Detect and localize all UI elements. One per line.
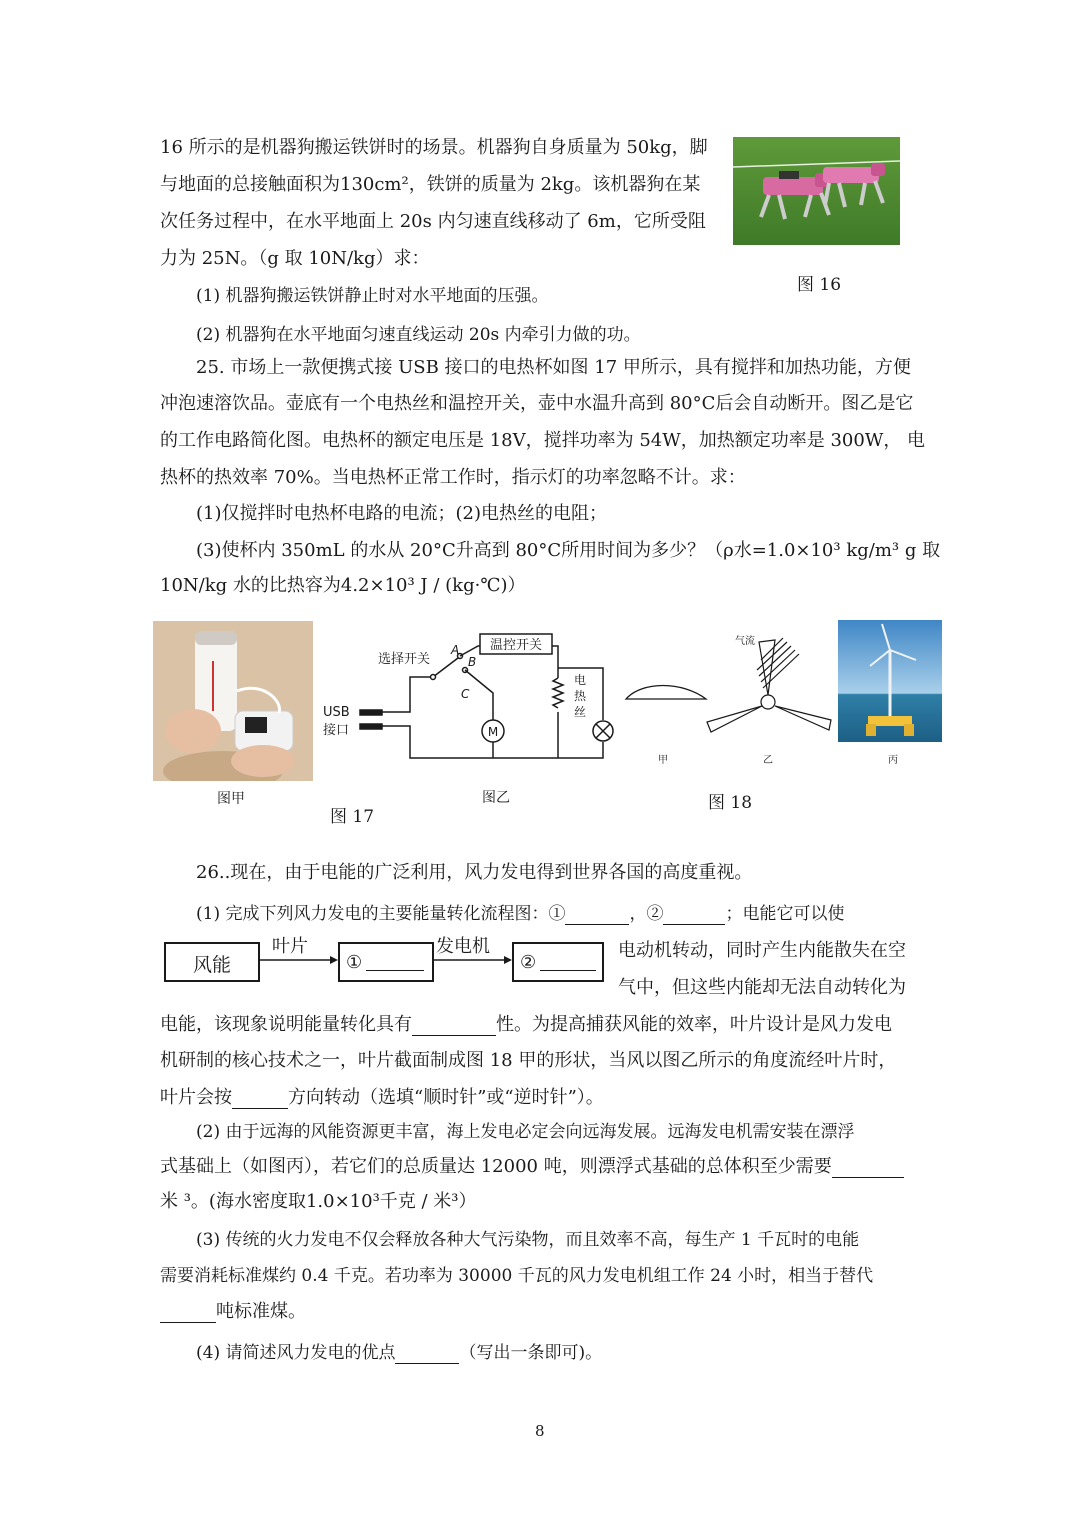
fig18-bing-label: 丙 xyxy=(888,755,898,766)
usb-label: USB xyxy=(323,705,350,720)
answer-blank-4[interactable] xyxy=(232,1090,288,1109)
airflow-label: 气流 xyxy=(735,636,755,647)
q26-sub3-c: 吨标准煤。 xyxy=(216,1301,306,1322)
q26-line-c-2: 方向转动（选填“顺时针”或“逆时针”）。 xyxy=(288,1087,604,1108)
flow-box-1 xyxy=(338,942,434,982)
q26-line-a-1: 电能，该现象说明能量转化具有 xyxy=(160,1014,412,1035)
q26-sub1-line xyxy=(196,903,844,925)
usb-cup-photo xyxy=(153,621,313,781)
q26-sub2-b-line xyxy=(160,1156,904,1178)
flow-box-wind-energy xyxy=(164,942,260,982)
q26-line-a-2: 性。为提高捕获风能的效率，叶片设计是风力发电 xyxy=(496,1014,892,1035)
heater-label-3: 丝 xyxy=(573,705,587,719)
flow-box-1-label: ① xyxy=(346,952,363,973)
fig16-caption: 图 16 xyxy=(797,275,842,295)
heater-label-2: 热 xyxy=(573,689,587,703)
q26-line-c xyxy=(160,1087,604,1109)
node-a-label: A xyxy=(451,643,460,657)
node-c-label: C xyxy=(461,687,470,701)
motor-label: M xyxy=(487,725,499,739)
answer-blank-1[interactable] xyxy=(565,906,629,925)
node-b-label: B xyxy=(468,655,477,669)
q26-sub1-b: ；电能它可以使 xyxy=(725,904,845,924)
answer-blank-5[interactable] xyxy=(832,1159,904,1178)
q26-sub4-a: (4) 请简述风力发电的优点 xyxy=(196,1343,396,1363)
fig17-yi-caption: 图乙 xyxy=(482,790,510,806)
q26-line-a xyxy=(160,1014,892,1036)
answer-blank-6[interactable] xyxy=(160,1304,216,1323)
page-number: 8 xyxy=(535,1422,545,1440)
q24-line-2: 与地面的总接触面积为130cm²，铁饼的质量为 2kg。该机器狗在某 xyxy=(160,174,701,195)
q26-sub3-c-line xyxy=(160,1301,306,1323)
q26-sub2-b: 式基础上（如图丙），若它们的总质量达 12000 吨，则漂浮式基础的总体积至少需要 xyxy=(160,1156,832,1177)
q24-sub2: (2) 机器狗在水平地面匀速直线运动 20s 内牵引力做的功。 xyxy=(196,325,641,345)
q24-line-4: 力为 25N。（g 取 10N/kg）求： xyxy=(160,248,430,269)
q25-line-3: 的工作电路简化图。电热杯的额定电压是 18V，搅拌功率为 54W，加热额定功率是 300W， 电 xyxy=(160,430,926,451)
answer-blank-7[interactable] xyxy=(395,1345,459,1364)
circuit-diagram xyxy=(318,628,618,778)
q24-sub1: (1) 机器狗搬运铁饼静止时对水平地面的压强。 xyxy=(196,286,549,306)
fig18-caption: 图 18 xyxy=(708,793,753,813)
flow-arrow-2-label: 发电机 xyxy=(436,936,490,957)
q26-sub2-c: 米 ³。(海水密度取1.0×10³千克 / 米³） xyxy=(160,1191,477,1212)
offshore-turbine-photo xyxy=(838,620,942,742)
q24-line-3: 次任务过程中，在水平地面上 20s 内匀速直线移动了 6m，它所受阻 xyxy=(160,211,706,232)
q26-sub3-b: 需要消耗标准煤约 0.4 千克。若功率为 30000 千瓦的风力发电机组工作 24 小时，相当于替代 xyxy=(160,1266,874,1286)
turbine-blade-diagram xyxy=(705,630,835,740)
answer-blank-2[interactable] xyxy=(663,906,725,925)
q25-line-1: 25. 市场上一款便携式接 USB 接口的电热杯如图 17 甲所示，具有搅拌和加热功能，方便 xyxy=(196,357,911,378)
q26-right-2: 气中，但这些内能却无法自动转化为 xyxy=(618,977,906,998)
q25-sub12: (1)仅搅拌时电热杯电路的电流；(2)电热丝的电阻； xyxy=(196,503,607,524)
port-label: 接口 xyxy=(323,723,350,738)
flow-arrow-1-label: 叶片 xyxy=(272,936,308,957)
q25-line-4: 热杯的热效率 70%。当电热杯正常工作时，指示灯的功率忽略不计。求： xyxy=(160,467,746,488)
q26-intro: 26..现在，由于电能的广泛利用，风力发电得到世界各国的高度重视。 xyxy=(196,862,753,883)
fig17-jia-caption: 图甲 xyxy=(217,791,245,807)
q26-sub2-a: (2) 由于远海的风能资源更丰富，海上发电必定会向远海发展。远海发电机需安装在漂浮 xyxy=(196,1122,855,1142)
heater-label-1: 电 xyxy=(573,673,587,687)
flow-box-2 xyxy=(512,942,604,982)
q25-line-2: 冲泡速溶饮品。壶底有一个电热丝和温控开关，壶中水温升高到 80°C后会自动断开。图乙是它 xyxy=(160,393,914,414)
airfoil-diagram xyxy=(622,675,712,715)
q26-sub4-line xyxy=(196,1342,602,1364)
fig18-jia-label: 甲 xyxy=(658,755,668,766)
q26-sub4-b: （写出一条即可)。 xyxy=(459,1343,603,1363)
q25-sub3-a: (3)使杯内 350mL 的水从 20°C升高到 80°C所用时间为多少？（ρ水=1.0×10³ kg/m³ g 取 xyxy=(196,540,941,561)
select-switch-label: 选择开关 xyxy=(378,652,431,667)
q24-line-1: 16 所示的是机器狗搬运铁饼时的场景。机器狗自身质量为 50kg，脚 xyxy=(160,137,708,158)
flow-box-2-blank[interactable] xyxy=(540,952,596,971)
flow-box-2-label: ② xyxy=(520,952,537,973)
q26-line-b: 机研制的核心技术之一，叶片截面制成图 18 甲的形状，当风以图乙所示的角度流经叶片时， xyxy=(160,1050,897,1071)
q26-line-c-1: 叶片会按 xyxy=(160,1087,232,1108)
answer-blank-3[interactable] xyxy=(412,1017,496,1036)
flow-box-wind-energy-label: 风能 xyxy=(192,954,231,976)
flow-box-1-blank[interactable] xyxy=(366,952,424,971)
q26-sub1-a: (1) 完成下列风力发电的主要能量转化流程图：① xyxy=(196,904,566,924)
robot-dog-photo xyxy=(733,137,900,245)
fig18-yi-label: 乙 xyxy=(763,755,773,766)
thermo-switch-label: 温控开关 xyxy=(489,638,543,653)
fig17-caption: 图 17 xyxy=(330,807,375,827)
q26-right-1: 电动机转动，同时产生内能散失在空 xyxy=(618,940,906,961)
q25-sub3-b: 10N/kg 水的比热容为4.2×10³ J / (kg·℃)） xyxy=(160,575,526,596)
q26-sub1-comma: ，② xyxy=(629,904,664,924)
q26-sub3-a: (3) 传统的火力发电不仅会释放各种大气污染物，而且效率不高，每生产 1 千瓦时的电能 xyxy=(196,1230,860,1250)
